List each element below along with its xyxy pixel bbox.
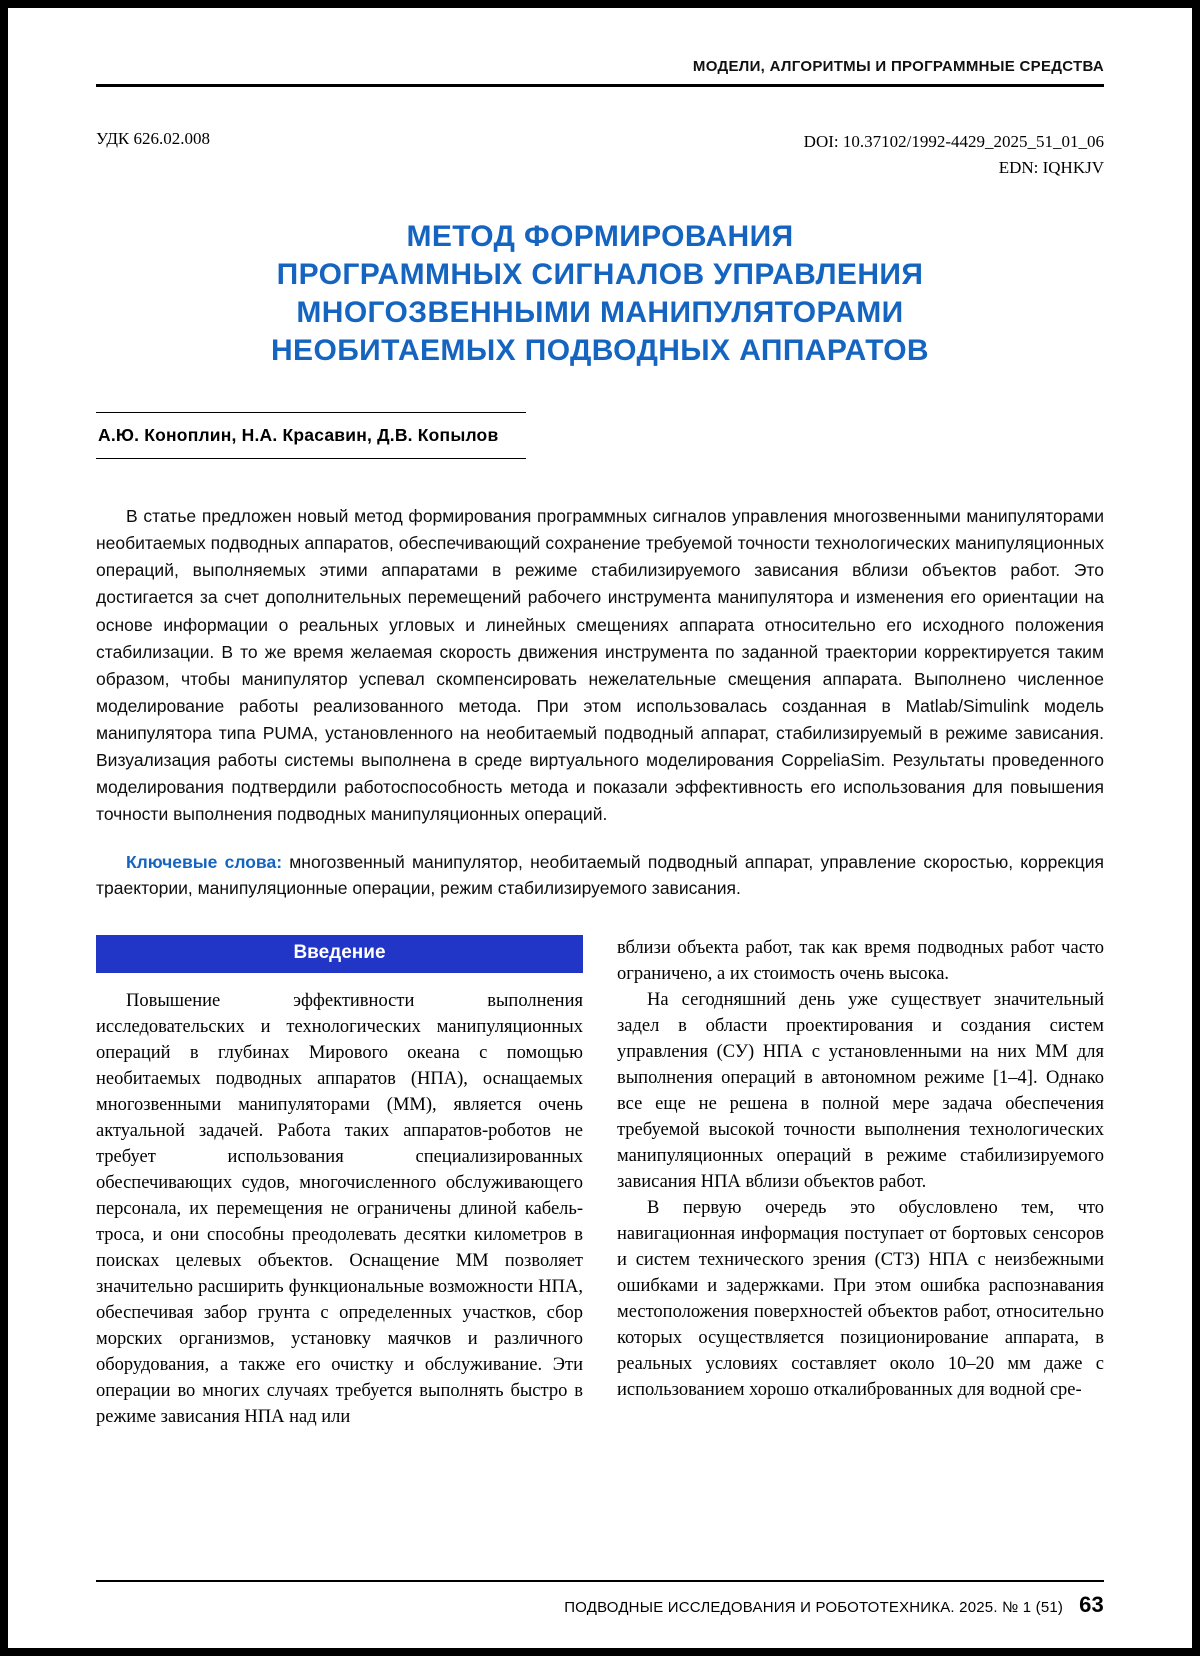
footer-row [96,1592,1104,1618]
udc-code: УДК 626.02.008 [96,129,211,148]
edn: EDN: IQHKJV [998,157,1104,177]
footer-rule [96,1580,1104,1582]
right-column [617,935,1104,1580]
title-line-2: ПРОГРАММНЫХ СИГНАЛОВ УПРАВЛЕНИЯ [276,258,924,291]
doi-block [804,129,1104,180]
title-line-1: МЕТОД ФОРМИРОВАНИЯ [406,220,794,253]
keywords-text: многозвенный манипулятор, необитаемый подводный аппарат, управление скоростью, коррекция траектории, манипуляционные операции, режим стабилизируемого зависания. [96,851,1104,898]
journal-line: ПОДВОДНЫЕ ИССЛЕДОВАНИЯ И РОБОТОТЕХНИКА. 2025. № 1 (51) [564,1599,1064,1616]
abstract: В статье предложен новый метод формирования программных сигналов управления многозвенными манипуляторами необитаемых подводных аппаратов, обеспечивающий сохранение требуемой точности технологических манипуляционных операций, выполняемых этими аппаратами в режиме стабилизируемого зависания вблизи объектов работ. Это достигается за счет дополнительных перемещений рабочего инструмента манипулятора и изменения его ориентации на основе информации о реальных угловых и линейных смещениях аппарата относительно его исходного положения стабилизации. В то же время желаемая скорость движения инструмента по заданной траектории корректируется таким образом, чтобы манипулятор успевал скомпенсировать нежелательные смещения аппарата. Выполнено численное моделирование работы реализованного метода. При этом использовалась созданная в Matlab/Simulink модель манипулятора типа PUMA, установленного на необитаемый подводный аппарат, стабилизируемый в режиме зависания. Визуализация работы системы выполнена в среде виртуального моделирования CoppeliaSim. Результаты проведенного моделирования подтвердили работоспособность метода и показали эффективность его использования для повышения точности выполнения подводных манипуляционных операций. [96,506,1104,825]
body-paragraph: вблизи объекта работ, так как время подводных работ часто ограничено, а их стоимость очень высока. [617,938,1104,984]
body-paragraph: В первую очередь это обусловлено тем, что навигационная информация поступает от бортовых сенсоров и систем технического зрения (СТЗ) НПА с неизбежными ошибками и задержками. При этом ошибка распознавания местоположения поверхностей объектов работ, относительно которых осуществляется позиционирование аппарата, в реальных условиях составляет около 10–20 мм даже с использованием хорошо откалиброванных для водной сре- [617,1198,1104,1400]
meta-row [96,129,1104,180]
page-footer [96,1580,1104,1648]
title-line-4: НЕОБИТАЕМЫХ ПОДВОДНЫХ АППАРАТОВ [270,334,929,367]
authors-section [96,412,1104,459]
keywords [96,849,1104,902]
page-number: 63 [1079,1592,1104,1617]
body-paragraph: Повышение эффективности выполнения исследовательских и технологических манипуляционных операций в глубинах Мирового океана с помощью необитаемых подводных аппаратов (НПА), оснащаемых многозвенными манипуляторами (ММ), является очень актуальной задачей. Работа таких аппаратов-роботов не требует использования специализированных обеспечивающих судов, многочисленного обслуживающего персонала, их перемещения не ограничены длиной кабель-троса, и они способны преодолевать десятки километров в поисках целевых объектов. Оснащение ММ позволяет значительно расширить функциональные возможности НПА, обеспечивая забор грунта с определенных участков, сбор морских организмов, установку маячков и различного оборудования, а также его очистку и обслуживание. Эти операции во многих случаях требуется выполнять быстро в режиме зависания НПА над или [96,991,583,1427]
body-paragraph: На сегодняшний день уже существует значительный задел в области проектирования и создания систем управления (СУ) НПА с установленными на них ММ для выполнения операций в автономном режиме [1–4]. Однако все еще не решена в полной мере задача обеспечения требуемой высокой точности выполнения технологических манипуляционных операций в режиме стабилизируемого зависания НПА вблизи объектов работ. [617,990,1104,1192]
article-title [96,218,1104,370]
left-column [96,935,583,1580]
body-columns [96,935,1104,1580]
header-rule [96,84,1104,87]
section-header-introduction: Введение [96,935,583,973]
running-head: МОДЕЛИ, АЛГОРИТМЫ И ПРОГРАММНЫЕ СРЕДСТВА [692,58,1104,75]
keywords-label: Ключевые слова: [126,851,283,872]
title-line-3: МНОГОЗВЕННЫМИ МАНИПУЛЯТОРАМИ [296,296,904,329]
doi: DOI: 10.37102/1992-4429_2025_51_01_06 [803,132,1104,151]
authors: А.Ю. Коноплин, Н.А. Красавин, Д.В. Копылов [96,412,526,459]
